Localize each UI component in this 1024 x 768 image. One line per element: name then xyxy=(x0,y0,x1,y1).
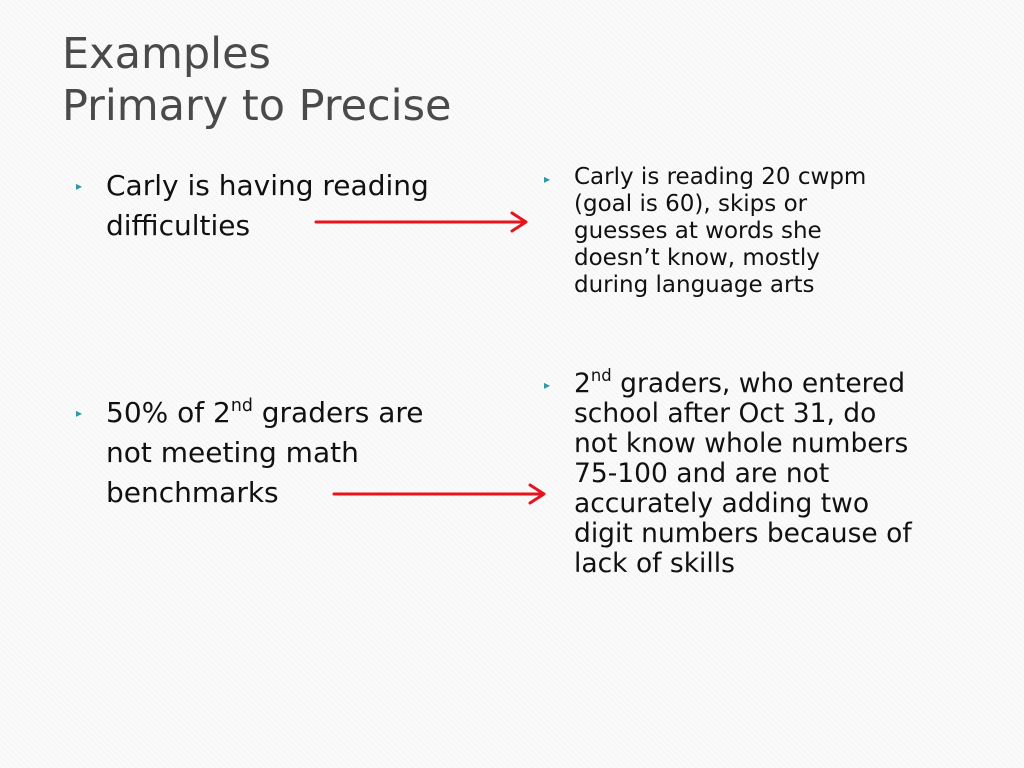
text-line: not know whole numbers xyxy=(574,428,909,459)
bullet-marker-icon: ▸ xyxy=(76,179,83,193)
text-line: lack of skills xyxy=(574,548,735,579)
text-fragment: 2 xyxy=(574,368,591,399)
text-line: not meeting math xyxy=(106,436,359,469)
text-fragment: graders are xyxy=(252,396,424,429)
text-line: accurately adding two xyxy=(574,488,870,519)
text-line: (goal is 60), skips or xyxy=(574,191,808,217)
text-line: doesn’t know, mostly xyxy=(574,245,820,271)
right-bullet-reading-precise xyxy=(544,164,866,299)
text-fragment: graders, who entered xyxy=(611,368,906,399)
text-line: Carly is reading 20 cwpm xyxy=(574,164,867,190)
ordinal-suffix: nd xyxy=(590,366,612,386)
text-line: digit numbers because of xyxy=(574,518,912,549)
arrow-right-icon xyxy=(312,208,532,236)
right-bullet-reading-precise-text xyxy=(574,164,866,299)
text-line xyxy=(574,366,912,399)
text-fragment: 50% of 2 xyxy=(106,396,231,429)
ordinal-suffix: nd xyxy=(230,395,253,416)
text-line: difficulties xyxy=(106,209,251,242)
text-line: 75-100 and are not xyxy=(574,458,830,489)
text-line: Carly is having reading xyxy=(106,169,429,202)
bullet-marker-icon: ▸ xyxy=(76,406,83,420)
text-line: school after Oct 31, do xyxy=(574,398,877,429)
title-line-examples: Examples xyxy=(62,29,271,79)
right-bullet-math-precise-text xyxy=(574,366,912,579)
text-line: guesses at words she xyxy=(574,218,822,244)
text-line: during language arts xyxy=(574,272,815,298)
title-line-primary-to-precise: Primary to Precise xyxy=(62,81,452,131)
text-line: benchmarks xyxy=(106,476,279,509)
bullet-marker-icon: ▸ xyxy=(544,172,551,186)
text-line xyxy=(106,393,424,433)
right-bullet-math-precise xyxy=(544,366,912,579)
slide-title xyxy=(62,28,451,132)
arrow-right-icon xyxy=(330,480,550,508)
bullet-marker-icon: ▸ xyxy=(544,378,551,392)
